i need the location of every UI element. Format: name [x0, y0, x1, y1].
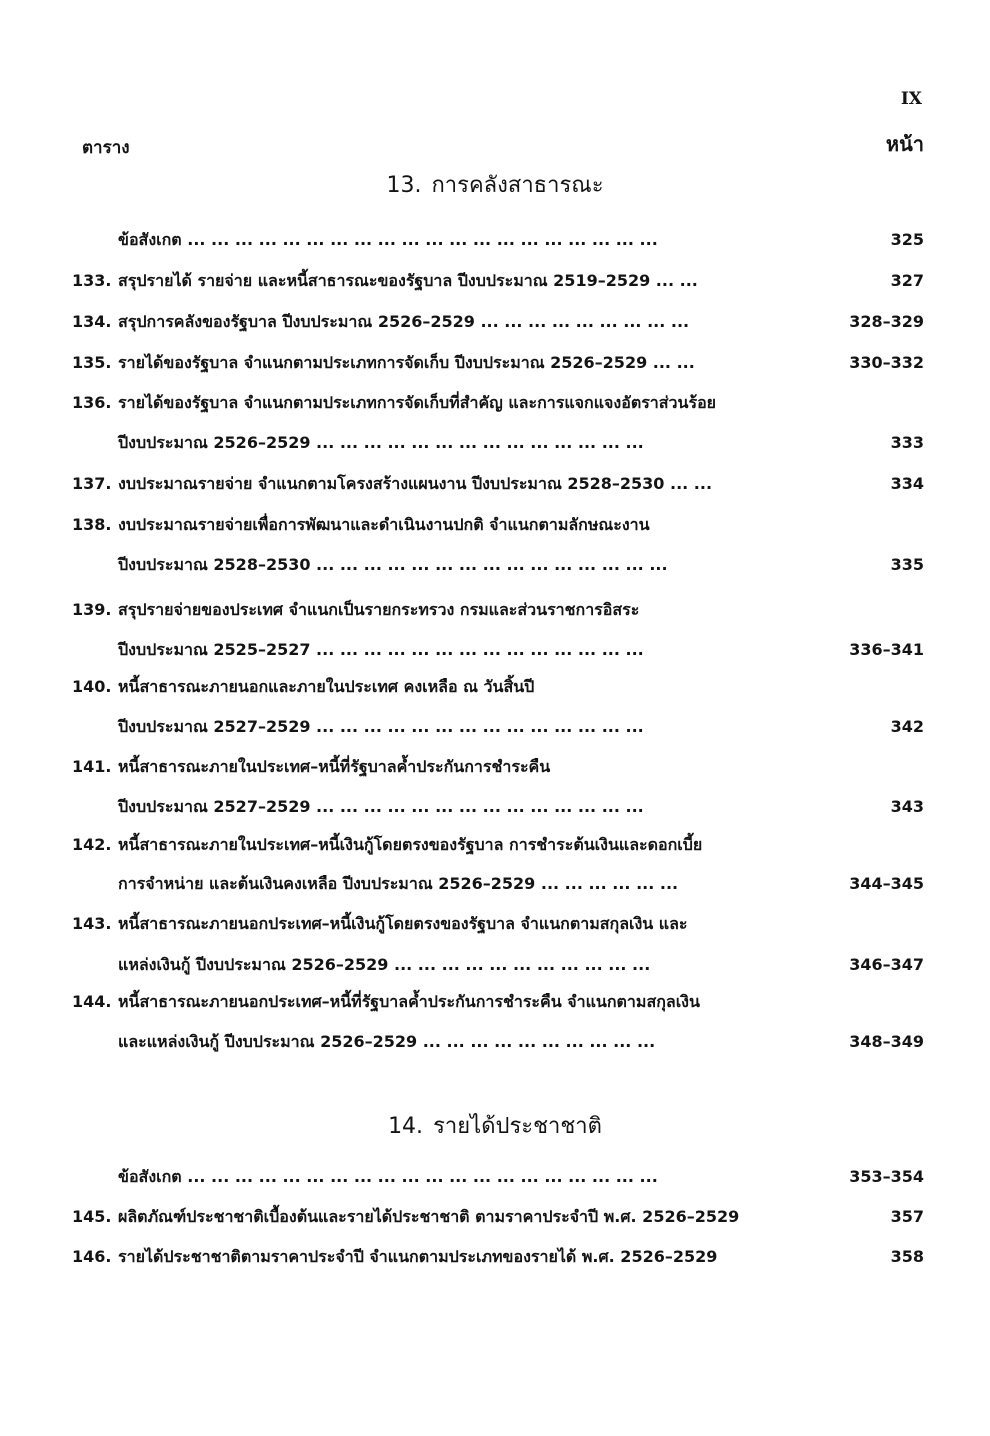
entry-text: ปีงบประมาณ 2526–2529 ... ... ... ... ... ... ... ... ... ... ... ... ... ... — [118, 433, 644, 452]
entry-page: 330–332 — [849, 353, 924, 372]
toc-line-continued — [0, 953, 990, 977]
toc-line — [0, 391, 990, 415]
section-number: 13. — [386, 173, 422, 198]
entry-text: ผลิตภัณฑ์ประชาชาติเบื้องต้นและรายได้ประชาชาติ ตามราคาประจำปี พ.ศ. 2526–2529 — [118, 1207, 740, 1226]
entry-text: สรุปการคลังของรัฐบาล ปีงบประมาณ 2526–2529 ... ... ... ... ... ... ... ... ... — [118, 312, 690, 331]
entry-text: การจำหน่าย และต้นเงินคงเหลือ ปีงบประมาณ 2526–2529 ... ... ... ... ... ... — [118, 874, 679, 893]
toc-line — [0, 598, 990, 622]
entry-text: ข้อสังเกต ... ... ... ... ... ... ... ... ... ... ... ... ... ... ... ... ... ... ... ... — [118, 1167, 658, 1186]
entry-number: 143. — [72, 914, 112, 933]
entry-page: 353–354 — [849, 1167, 924, 1186]
entry-page: 357 — [890, 1207, 924, 1226]
entry-number: 139. — [72, 600, 112, 619]
entry-page: 327 — [890, 271, 924, 290]
entry-number: 136. — [72, 393, 112, 412]
entry-text: ปีงบประมาณ 2527–2529 ... ... ... ... ... ... ... ... ... ... ... ... ... ... — [118, 797, 644, 816]
toc-line — [0, 351, 990, 375]
entry-text: งบประมาณรายจ่าย จำแนกตามโครงสร้างแผนงาน ปีงบประมาณ 2528–2530 ... ... — [118, 474, 713, 493]
toc-line — [0, 1245, 990, 1269]
toc-line — [0, 513, 990, 537]
entry-text: และแหล่งเงินกู้ ปีงบประมาณ 2526–2529 ... ... ... ... ... ... ... ... ... ... — [118, 1032, 656, 1051]
toc-line — [0, 912, 990, 936]
entry-text: หนี้สาธารณะภายนอกและภายในประเทศ คงเหลือ ณ วันสิ้นปี — [118, 677, 535, 696]
entry-text: หนี้สาธารณะภายนอกประเทศ–หนี้ที่รัฐบาลค้ำประกันการชำระคืน จำแนกตามสกุลเงิน — [118, 992, 700, 1011]
entry-text: ปีงบประมาณ 2525–2527 ... ... ... ... ... ... ... ... ... ... ... ... ... ... — [118, 640, 644, 659]
entry-page: 346–347 — [849, 955, 924, 974]
entry-text: สรุปรายได้ รายจ่าย และหนี้สาธารณะของรัฐบาล ปีงบประมาณ 2519–2529 ... ... — [118, 271, 698, 290]
entry-number: 135. — [72, 353, 112, 372]
toc-line — [0, 990, 990, 1014]
entry-number: 145. — [72, 1207, 112, 1226]
entry-number: 137. — [72, 474, 112, 493]
section-heading — [0, 1108, 990, 1143]
entry-page: 342 — [890, 717, 924, 736]
entry-number: 134. — [72, 312, 112, 331]
toc-line-continued — [0, 872, 990, 896]
entry-text: รายได้ของรัฐบาล จำแนกตามประเภทการจัดเก็บ ปีงบประมาณ 2526–2529 ... ... — [118, 353, 695, 372]
toc-line — [0, 310, 990, 334]
entry-page: 348–349 — [849, 1032, 924, 1051]
entry-text: สรุปรายจ่ายของประเทศ จำแนกเป็นรายกระทรวง กรมและส่วนราชการอิสระ — [118, 600, 640, 619]
toc-line-continued — [0, 431, 990, 455]
entry-text: รายได้ของรัฐบาล จำแนกตามประเภทการจัดเก็บที่สำคัญ และการแจกแจงอัตราส่วนร้อย — [118, 393, 717, 412]
entry-text: งบประมาณรายจ่ายเพื่อการพัฒนาและดำเนินงานปกติ จำแนกตามลักษณะงาน — [118, 515, 650, 534]
entry-text: ข้อสังเกต ... ... ... ... ... ... ... ... ... ... ... ... ... ... ... ... ... ... ... ... — [118, 230, 658, 249]
toc-line-continued — [0, 638, 990, 662]
entry-number: 144. — [72, 992, 112, 1011]
entry-number: 146. — [72, 1247, 112, 1266]
entry-text: แหล่งเงินกู้ ปีงบประมาณ 2526–2529 ... ... ... ... ... ... ... ... ... ... ... — [118, 955, 651, 974]
entry-text: รายได้ประชาชาติตามราคาประจำปี จำแนกตามประเภทของรายได้ พ.ศ. 2526–2529 — [118, 1247, 718, 1266]
entry-text: ปีงบประมาณ 2527–2529 ... ... ... ... ... ... ... ... ... ... ... ... ... ... — [118, 717, 644, 736]
entry-page: 344–345 — [849, 874, 924, 893]
entry-page: 333 — [890, 433, 924, 452]
entry-page: 358 — [890, 1247, 924, 1266]
entry-page: 334 — [890, 474, 924, 493]
entry-number: 141. — [72, 757, 112, 776]
entry-text: หนี้สาธารณะภายนอกประเทศ–หนี้เงินกู้โดยตรงของรัฐบาล จำแนกตามสกุลเงิน และ — [118, 914, 688, 933]
section-title: รายได้ประชาชาติ — [433, 1114, 602, 1139]
entry-number: 133. — [72, 271, 112, 290]
toc-line — [0, 675, 990, 699]
page-column-heading: หน้า — [885, 132, 924, 156]
toc-line-continued — [0, 553, 990, 577]
entry-page: 335 — [890, 555, 924, 574]
section-title: การคลังสาธารณะ — [431, 173, 604, 198]
entry-number: 140. — [72, 677, 112, 696]
toc-line — [0, 755, 990, 779]
entry-page: 336–341 — [849, 640, 924, 659]
entry-number: 142. — [72, 835, 112, 854]
entry-text: ปีงบประมาณ 2528–2530 ... ... ... ... ... ... ... ... ... ... ... ... ... ... ... — [118, 555, 668, 574]
toc-line — [0, 1205, 990, 1229]
entry-number: 138. — [72, 515, 112, 534]
toc-line-continued — [0, 715, 990, 739]
toc-line — [0, 472, 990, 496]
section-number: 14. — [388, 1114, 424, 1139]
toc-line — [0, 1165, 990, 1189]
entry-page: 328–329 — [849, 312, 924, 331]
entry-text: หนี้สาธารณะภายในประเทศ–หนี้เงินกู้โดยตรงของรัฐบาล การชำระต้นเงินและดอกเบี้ย — [118, 835, 703, 854]
toc-line-continued — [0, 1030, 990, 1054]
toc-line — [0, 269, 990, 293]
toc-line — [0, 228, 990, 252]
table-column-heading: ตาราง — [82, 138, 130, 158]
page-number-roman: IX — [900, 89, 922, 109]
toc-line-continued — [0, 795, 990, 819]
entry-text: หนี้สาธารณะภายในประเทศ–หนี้ที่รัฐบาลค้ำประกันการชำระคืน — [118, 757, 551, 776]
entry-page: 325 — [890, 230, 924, 249]
section-heading — [0, 167, 990, 202]
entry-page: 343 — [890, 797, 924, 816]
toc-line — [0, 833, 990, 857]
